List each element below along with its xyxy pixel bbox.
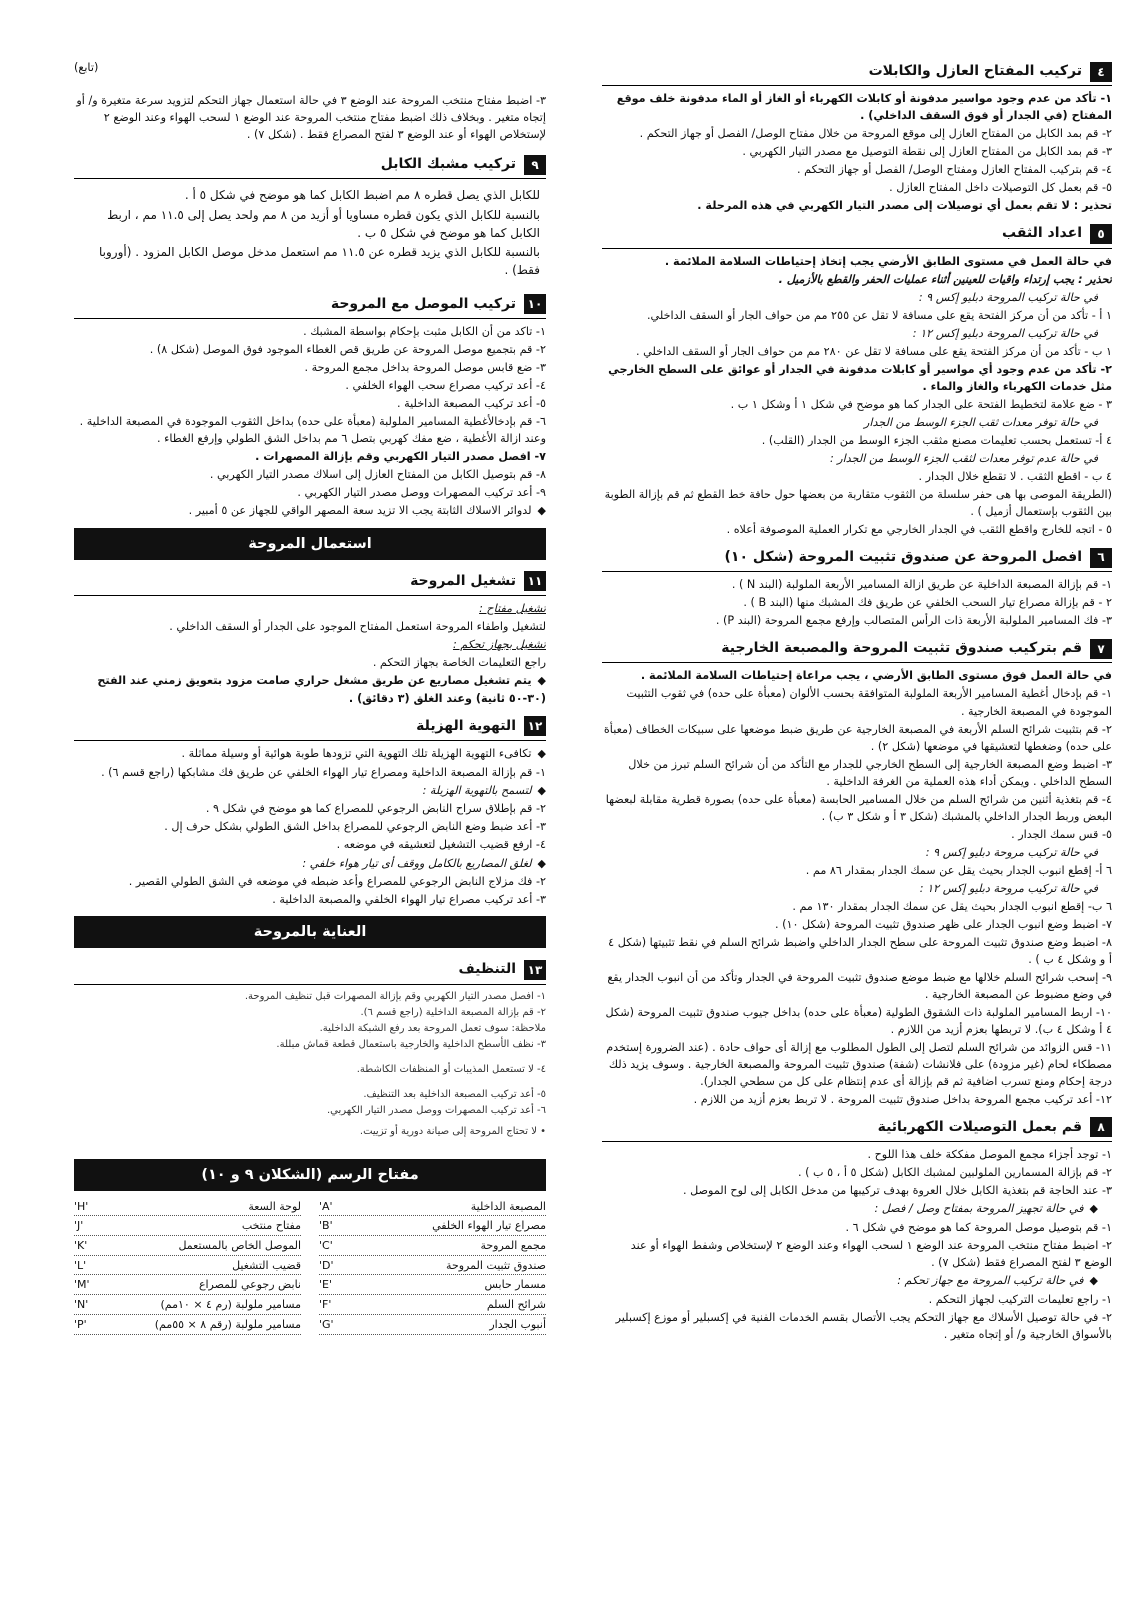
text-line: ٢- فك مزلاج النابض الرجوعي للمصراع وأعد ضبطه في موضعه في الشق الطولي القصير . (128, 875, 546, 889)
key-item: الموصل الخاص بالمستعمل 'K' (74, 1238, 301, 1256)
text-line: ١- قم بإزالة المصبعة الداخلية ومصراع تيار الهواء الخلفي عن طريق فك مشابكها (راجع قسم ٦) . (101, 765, 546, 779)
section-number: ٤ (1090, 62, 1112, 82)
text-line: ٧- اضبط وضع انبوب الجدار على ظهر صندوق تثبيت المروحة (شكل ١٠) . (774, 917, 1112, 931)
section-13 (74, 956, 546, 1138)
subheading: تشغيل بجهاز تحكم : (452, 637, 546, 651)
text-line: ٨- قم بتوصيل الكابل من المفتاح العازل إلى اسلاك مصدر التيار الكهربي . (209, 467, 546, 481)
text-line: ١٢- أعد تركيب مجمع المروحة بداخل صندوق تثبيت المروحة . لا تربط بعزم أزيد من اللازم . (693, 1092, 1112, 1106)
key-item: صندوق تثبيت المروحة 'D' (319, 1258, 546, 1276)
section-7 (602, 635, 1112, 1108)
text-line: ٥- قس سمك الجدار . (1011, 827, 1112, 841)
section-heading (602, 58, 1112, 86)
section-number: ٧ (1090, 639, 1112, 659)
section-10 (74, 291, 546, 520)
text-line: بالنسبة للكابل الذي يكون قطره مساويا أو أزيد من ٨ مم ولحد يصل إلى ١١.٥ مم ، اربط الكابل كما هو موضح في شكل ٥ ب . (107, 207, 540, 240)
chapter-bar-key: مفتاح الرسم (الشكلان ٩ و ١٠) (74, 1159, 546, 1191)
key-item: مسمار حابس 'E' (319, 1277, 546, 1295)
section-title: تشغيل المروحة (410, 572, 516, 589)
section-title: تركيب مشبك الكابل (380, 156, 516, 173)
text-line: ٩- إسحب شرائح السلم خلالها مع ضبط موضع صندوق تثبيت المروحة في الجدار وتأكد من أن انبوب الجدار يقع في وضع مضبوط عن المصبعة الخارجية . (607, 970, 1112, 1001)
text-line: ٣- اضبط مفتاح منتخب المروحة عند الوضع ٣ في حالة استعمال جهاز التحكم لتزويد سرعة متغيرة و/ أو إتجاه متغير . وبخلاف ذلك اضبط مفتاح منتخب المروحة عند الوضع ١ لسحب الهواء وعند الوضع ٢ لإستخلاص الهواء أو عند الوضع ٣ لفتح المصراع فقط . (شكل ٧) . (76, 94, 546, 142)
text-line: ٤- ارفع قضيب التشغيل لتعشيقه في موضعه . (336, 838, 546, 852)
note-line: ◆ تكافىء التهوية الهزيلة تلك التهوية التي تزودها طوبة هوائية أو وسيلة مماثلة . (74, 745, 546, 763)
text-line: في حالة العمل فوق مستوى الطابق الأرضي ، يجب مراعاة إحتياطات السلامة الملائمة . (640, 669, 1112, 683)
text-line: ٣- قم بمد الكابل من المفتاح العازل إلى نقطة التوصيل مع مصدر التيار الكهربي . (742, 145, 1112, 159)
section-heading (74, 151, 546, 179)
text-line: ٣- أعد تركيب مصراع تيار الهواء الخلفي والمصبعة الداخلية . (272, 893, 546, 907)
text-line: ٢- قم بتجميع موصل المروحة عن طريق قص الغطاء الموجود فوق الموصل (شكل ٨) . (149, 342, 546, 356)
section-12 (74, 713, 546, 909)
text-line: في حالة العمل في مستوى الطابق الأرضي يجب إتخاذ إحتياطات السلامة الملائمة . (664, 254, 1112, 268)
text-line: ٢- قم بإزالة المصبعة الداخلية (راجع قسم ٦). (360, 1006, 546, 1018)
key-item: مفتاح منتخب 'J' (74, 1218, 301, 1236)
text-line: ٣- ضع قابس موصل المروحة بداخل مجمع المروحة . (304, 360, 546, 374)
text-line: ٥- أعد تركيب المصبعة الداخلية . (397, 396, 546, 410)
text-line: ١- قم بإزالة المصبعة الداخلية عن طريق ازالة المسامير الأربعة الملولبة (البند N ) . (731, 578, 1112, 592)
text-line: ٣- فك المسامير الملولبة الأربعة ذات الرأس المتصالب وإرفع مجمع المروحة (البند P) . (715, 614, 1112, 628)
text-line: ٤ أ- تستعمل بحسب تعليمات مصنع مثقب الجزء الوسط من الجدار (القلب) . (761, 433, 1112, 447)
subheading: ◆ لتسمح بالتهوية الهزيلة : (74, 782, 546, 800)
note-line: ◆ يتم تشغيل مصاريع عن طريق مشغل حراري صامت مزود بتعويق زمني عند الفتح (٣٠-٥٠ ثانية) وعند الغلق (٣ دقائق) . (74, 672, 546, 707)
key-item: مصراع تيار الهواء الخلفي 'B' (319, 1218, 546, 1236)
right-column (602, 58, 1112, 1349)
text-line: ١- افصل مصدر التيار الكهربي وقم بإزالة المصهرات قبل تنظيف المروحة. (244, 990, 546, 1002)
text-line: ٣- نظف الأسطح الداخلية والخارجية باستعمال قطعة قماش مبللة. (276, 1038, 546, 1050)
text-line: ٣- أعد ضبط وضع النابض الرجوعي للمصراع بداخل الشق الطولي بشكل حرف إل . (164, 820, 546, 834)
text-line: ٤ ب - اقطع الثقب . لا تقطع خلال الجدار . (918, 469, 1112, 483)
subheading: في حالة تركيب مروحة دبليو إكس ١٢ : (919, 881, 1098, 895)
section-number: ٨ (1090, 1117, 1112, 1137)
text-line: ١- قم بتوصيل موصل المروحة كما هو موضح في شكل ٦ . (845, 1220, 1112, 1234)
key-item: أنبوب الجدار 'G' (319, 1317, 546, 1335)
text-line: لتشغيل واطفاء المروحة استعمل المفتاح الموجود على الجدار أو السقف الداخلي . (169, 619, 546, 633)
text-line: ٨- اضبط وضع صندوق تثبيت المروحة على سطح الجدار الداخلي واضبط شرائح السلم في نقط تثبيتها (شكل ٤ أ و وشكل ٤ ب ) . (608, 935, 1112, 966)
section-title: اعداد الثقب (1002, 225, 1082, 242)
text-line: ١٠- اربط المسامير الملولبة ذات الشقوق الطولية (معبأة على حده) بداخل جيوب صندوق تثبيت المروحة (شكل ٤ أ وشكل ٤ ب). لا تربطها بعزم أزيد من اللازم . (605, 1005, 1112, 1036)
section-heading (602, 635, 1112, 663)
text-line: ٤- لا تستعمل المذيبات أو المنظفات الكاشطة. (356, 1063, 546, 1075)
text-line: ٢- قم بإزالة المسمارين الملولبين لمشبك الكابل (شكل ٥ أ ، ٥ ب ) . (797, 1166, 1112, 1180)
section-11 (74, 568, 546, 707)
note-line: ◆ لدوائر الاسلاك الثابتة يجب الا تزيد سعة المصهر الواقي للجهاز عن ٥ أمبير . (74, 502, 546, 520)
subheading: في حالة تركيب المروحة دبليو إكس ١٢ : (912, 326, 1098, 340)
text-line: ١- توجد أجزاء مجمع الموصل مفككة خلف هذا اللوح . (867, 1148, 1112, 1162)
text-line: ٢- تأكد من عدم وجود أي مواسير أو كابلات مدفونة في الجدار أو عوائق على السطح الخارجي مثل خدمات الكهرباء والغاز والماء . (608, 362, 1112, 393)
text-line: ٤- قم بتغذية أثنين من شرائح السلم من خلال المسامير الحابسة (معبأة على حده) بصورة قطرية مقابلة لبعضها البعض وربط الجدار الداخلي بالمشبك (شكل ٣ أ و شكل ٣ ب) . (605, 792, 1112, 823)
warning-line: تحذير : لا تقم بعمل أي توصيلات إلى مصدر التيار الكهربي في هذه المرحلة . (697, 199, 1112, 213)
text-line: ٥- قم بعمل كل التوصيلات داخل المفتاح العازل . (889, 181, 1112, 195)
chapter-bar-fan-care: العناية بالمروحة (74, 916, 546, 948)
text-line: ٣ - ضع علامة لتخطيط الفتحة على الجدار كما هو موضح في شكل ١ أ وشكل ١ ب . (730, 397, 1112, 411)
text-line: ٦ أ- إقطع انبوب الجدار بحيث يقل عن سمك الجدار بمقدار ٨٦ مم . (805, 863, 1112, 877)
text-line: • لا تحتاج المروحة إلى صيانة دورية أو تزييت. (359, 1125, 546, 1137)
text-line: ٤- قم بتركيب المفتاح العازل ومفتاح الوصل/ الفصل أو جهاز التحكم . (797, 163, 1112, 177)
text-line: ١- راجع تعليمات التركيب لجهاز التحكم . (928, 1292, 1112, 1306)
section-heading (74, 713, 546, 741)
text-line: ١١- قس الزوائد من شرائح السلم لتصل إلى الطول المطلوب مع إزالة أى حواف حادة . (عند الضرورة إستخدم مصطكاء لحام (غير مزودة) على فلانشات (شفة) صندوق تثبيت المروحة والمصبعة الخارجية . وسوف يزيد ذلك درجة إحكام ومنع تسرب اضافية ثم قم بإزالة أى عدم إنتظام على كل من سطحي الجدار). (606, 1040, 1112, 1088)
section-title: قم بعمل التوصيلات الكهربائية (877, 1118, 1082, 1135)
section-heading (74, 291, 546, 319)
key-item: المصبعة الداخلية 'A' (319, 1199, 546, 1217)
text-line: ١ ب - تأكد من أن مركز الفتحة يقع على مسافة لا تقل عن ٢٨٠ مم من حواف الجار أو السقف الداخلي . (636, 344, 1112, 358)
text-line: بالنسبة للكابل الذي يزيد قطره عن ١١.٥ مم استعمل مدخل موصل الكابل المزود . (أوروبا فقط) . (99, 245, 540, 278)
warning-line: تحذير : يجب إرتداء واقيات للعينين أثناء عمليات الحفر والقطع بالأزميل . (778, 272, 1112, 286)
text-line: ٧- افصل مصدر التيار الكهربي وقم بإزالة المصهرات . (255, 449, 546, 463)
subheading: تشغيل مفتاح : (479, 601, 546, 615)
section-number: ١٢ (524, 716, 546, 736)
text-line: ٢ - قم بإزالة مصراع تيار السحب الخلفي عن طريق فك المشبك منها (البند B ) . (743, 596, 1112, 610)
text-line: ٥ - اتجه للخارج واقطع الثقب في الجدار الخارجي مع تكرار العملية الموصوفة أعلاه . (726, 522, 1112, 536)
section-5 (602, 220, 1112, 538)
subheading: ◆ لغلق المصاريع بالكامل ووقف أى تيار هواء خلفي : (74, 855, 546, 873)
text-line: ٢- قم بإطلاق سراح النابض الرجوعي للمصراع كما هو موضح في شكل ٩ . (205, 802, 546, 816)
section-number: ٥ (1090, 224, 1112, 244)
text-line: ١- تأكد من عدم وجود مواسير مدفونة أو كابلات الكهرباء أو الغاز أو الماء مدفونة خلف موقع المفتاح (في الجدار أو فوق السقف الداخلي) . (616, 92, 1112, 123)
section-heading (602, 1114, 1112, 1142)
subheading: في حالة عدم توفر معدات لثقب الجزء الوسط من الجدار : (829, 451, 1098, 465)
section-heading (74, 956, 546, 984)
section-title: تركيب المفتاح العازل والكابلات (868, 63, 1082, 79)
section-title: التهوية الهزيلة (416, 717, 516, 734)
section-title: افصل المروحة عن صندوق تثبيت المروحة (شكل ١٠) (724, 548, 1082, 565)
text-line: ١- تاكد من أن الكابل مثبت بإحكام بواسطة المشبك . (303, 324, 546, 338)
key-item: نابض رجوعي للمصراع 'M' (74, 1277, 301, 1295)
key-item: مجمع المروحة 'C' (319, 1238, 546, 1256)
section-title: تركيب الموصل مع المروحة (330, 295, 516, 312)
text-line: ٢- قم بمد الكابل من المفتاح العازل إلى موقع المروحة من خلال مفتاح الوصل/ الفصل أو جهاز التحكم . (639, 127, 1112, 141)
section-9 (74, 151, 546, 284)
section-heading (602, 220, 1112, 248)
text-line: ٦- أعد تركيب المصهرات ووصل مصدر التيار الكهربي. (326, 1104, 546, 1116)
key-item: مسامير ملولبة (رم ٤ × ١٠مم) 'N' (74, 1297, 301, 1315)
text-line: ٦- قم بإدخالأغطية المسامير الملولبة (معبأة على حده) بداخل الثقوب الموجودة في المصبعة الداخلية . وعند ازالة الأغطية ، ضع مفك كهربي بتصل ٦ مم بداخل الشق الطولي وإرفع الغطاء . (79, 414, 546, 445)
section-title: التنظيف (458, 961, 516, 978)
section-number: ٦ (1090, 548, 1112, 568)
subheading: ◆ في حالة تجهيز المروحة بمفتاح وصل / فصل : (602, 1200, 1112, 1218)
text-line: (الطريقة الموصى بها هى حفر سلسلة من الثقوب متقاربة من بعضها حول حافة خط القطع ثم قم بإزالة الطوبة بين الثقوب بإستعمال أزميل ) . (604, 487, 1112, 518)
left-column (74, 58, 546, 1335)
subheading: في حالة توفر معدات ثقب الجزء الوسط من الجدار (863, 415, 1098, 429)
text-line: ٣- عند الحاجة قم بتغذية الكابل خلال العروة بهدف تركيبها من مدخل الكابل إلى لوح الموصل . (682, 1184, 1112, 1198)
section-heading (74, 568, 546, 596)
text-line: ١- قم بإدخال أغطية المسامير الأربعة الملولبة المتوافقة بحسب الألوان (معبأة على حده) في ثقوب التثبيت الموجودة في المصبعة الخارجية . (626, 687, 1112, 718)
text-line: للكابل الذي يصل قطره ٨ مم اضبط الكابل كما هو موضح في شكل ٥ أ . (184, 188, 540, 203)
subheading: في حالة تركيب مروحة دبليو إكس ٩ : (925, 845, 1098, 859)
text-line: ٢- قم بتثبيت شرائح السلم الأربعة في المصبعة الخارجية عن طريق ضبط موضعها على سبيكات الخطاف (معبأة على حده) وضغطها لتعشيقها في موضعها (شكل ٢) . (603, 722, 1112, 753)
section-title: قم بتركيب صندوق تثبيت المروحة والمصبعة الخارجية (721, 640, 1082, 657)
section-8 (602, 1114, 1112, 1343)
text-line: ٩- أعد تركيب المصهرات ووصل مصدر التيار الكهربي . (297, 485, 546, 499)
continued-label: (تابع) (74, 61, 99, 74)
text-line: راجع التعليمات الخاصة بجهاز التحكم . (372, 655, 546, 669)
text-line: ملاحظة: سوف تعمل المروحة بعد رفع الشبكة الداخلية. (319, 1022, 546, 1034)
section-number: ١١ (524, 571, 546, 591)
text-line: ٢- في حالة توصيل الأسلاك مع جهاز التحكم يجب الأتصال بقسم الخدمات الفنية في إكسبلير أو موزع إكسبلير بالأسواق الخارجية و/ أو إتجاه متغير . (615, 1310, 1112, 1341)
text-line: ٣- اضبط وضع المصبعة الخارجية إلى السطح الخارجي للجدار مع التأكد من أن شرائح السلم تبرز من خلال السطح الداخلي . ويمكن أداء هذه العملية من الغرفة الداخلية . (628, 757, 1112, 788)
text-line: ٦ ب- إقطع انبوب الجدار بحيث يقل عن سمك الجدار بمقدار ١٣٠ مم . (792, 899, 1112, 913)
section-number: ٩ (524, 155, 546, 175)
key-item: مسامير ملولبة (رقم ٨ × ٥٥مم) 'P' (74, 1317, 301, 1335)
section-number: ١٠ (524, 294, 546, 314)
section-6 (602, 544, 1112, 629)
subheading: في حالة تركيب المروحة دبليو إكس ٩ : (918, 290, 1098, 304)
text-line: ٤- أعد تركيب مصراع سحب الهواء الخلفي . (345, 378, 546, 392)
text-line: ٢- اضبط مفتاح منتخب المروحة عند الوضع ١ لسحب الهواء وعند الوضع ٢ لإستخلاص وشفط الهواء أو عند الوضع ٣ لفتح المصراع فقط (شكل ٧) . (630, 1238, 1112, 1269)
section-4 (602, 58, 1112, 214)
subheading: ◆ في حالة تركيب المروحة مع جهاز تحكم : (602, 1272, 1112, 1290)
text-line: ١ أ - تأكد من أن مركز الفتحة يقع على مسافة لا تقل عن ٢٥٥ مم من حواف الجار أو السقف الداخلي. (647, 308, 1112, 322)
key-item: قضيب التشغيل 'L' (74, 1258, 301, 1276)
text-line: ٥- أعد تركيب المصبعة الداخلية بعد التنظيف. (363, 1088, 546, 1100)
section-heading (602, 544, 1112, 572)
chapter-bar-using-fan: استعمال المروحة (74, 528, 546, 560)
figure-key (74, 1199, 546, 1335)
key-item: شرائح السلم 'F' (319, 1297, 546, 1315)
section-number: ١٣ (524, 960, 546, 980)
key-item: لوحة السعة 'H' (74, 1199, 301, 1217)
